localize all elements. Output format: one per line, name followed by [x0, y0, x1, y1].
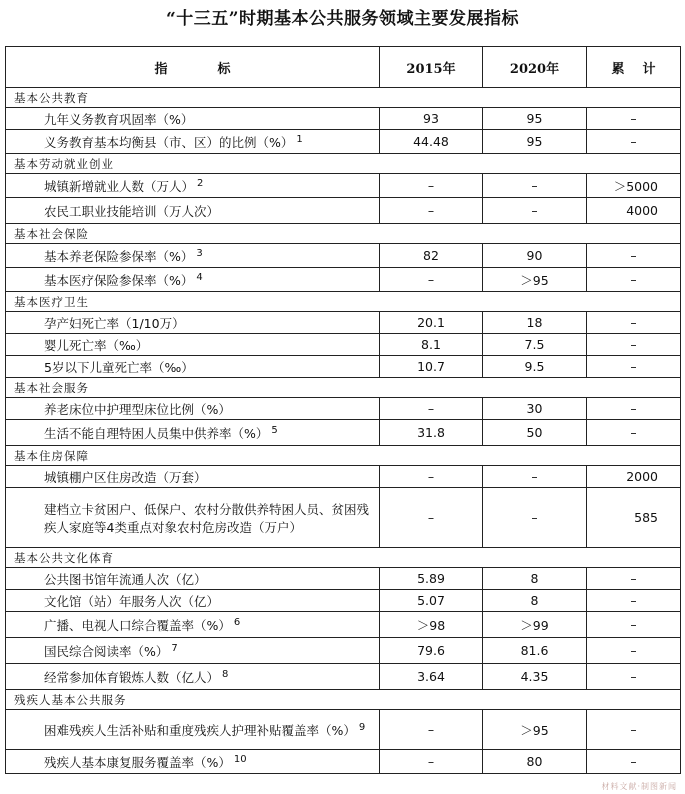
- category-label: 基本住房保障: [6, 446, 681, 466]
- value-total: –: [587, 590, 681, 612]
- value-2020: 8: [483, 568, 587, 590]
- value-total: 2000: [587, 466, 681, 488]
- indicator-text: 婴儿死亡率（‰）: [44, 337, 149, 353]
- category-row: [6, 224, 681, 244]
- indicator-name: [6, 108, 380, 130]
- table-row: [6, 174, 681, 198]
- table-row: [6, 590, 681, 612]
- value-2020: 95: [483, 108, 587, 130]
- footnote-marker: 2: [197, 177, 204, 189]
- indicator-text: 广播、电视人口综合覆盖率（%）: [44, 617, 231, 633]
- category-row: [6, 446, 681, 466]
- table-row: [6, 244, 681, 268]
- indicator-name: [6, 590, 380, 612]
- table-row: [6, 750, 681, 774]
- indicator-name: [6, 466, 380, 488]
- value-2015: –: [380, 398, 483, 420]
- indicator-name: [6, 568, 380, 590]
- category-label: 基本公共教育: [6, 88, 681, 108]
- value-total: –: [587, 268, 681, 292]
- indicator-text: 文化馆（站）年服务人次（亿）: [44, 593, 220, 609]
- value-total: –: [587, 356, 681, 378]
- value-total: –: [587, 612, 681, 638]
- table-row: [6, 638, 681, 664]
- table-row: [6, 568, 681, 590]
- value-2020: 8: [483, 590, 587, 612]
- value-2020: 18: [483, 312, 587, 334]
- indicator-text: 基本医疗保险参保率（%）: [44, 272, 194, 288]
- table-row: [6, 198, 681, 224]
- table-row: [6, 108, 681, 130]
- category-label: 基本劳动就业创业: [6, 154, 681, 174]
- value-2015: 82: [380, 244, 483, 268]
- category-label: 基本社会保险: [6, 224, 681, 244]
- indicator-text: 公共图书馆年流通人次（亿）: [44, 571, 207, 587]
- table-body: [6, 88, 681, 774]
- watermark: 材料文献·制图新闻: [601, 782, 677, 791]
- value-2015: –: [380, 466, 483, 488]
- header-2020: 2020年: [483, 47, 587, 88]
- value-2015: –: [380, 198, 483, 224]
- value-2015: 3.64: [380, 664, 483, 690]
- value-2015: –: [380, 710, 483, 750]
- footnote-marker: 8: [222, 668, 229, 680]
- indicator-text: 城镇棚户区住房改造（万套）: [44, 469, 207, 485]
- indicator-text: 城镇新增就业人数（万人）: [44, 178, 195, 194]
- table-row: [6, 130, 681, 154]
- value-2020: ＞99: [483, 612, 587, 638]
- indicator-name: [6, 750, 380, 774]
- value-2020: 81.6: [483, 638, 587, 664]
- header-2015: 2015年: [380, 47, 483, 88]
- footnote-marker: 5: [271, 424, 278, 436]
- indicator-name: [6, 130, 380, 154]
- value-2015: 20.1: [380, 312, 483, 334]
- footnote-marker: 3: [196, 247, 203, 259]
- indicator-name: [6, 312, 380, 334]
- value-total: –: [587, 664, 681, 690]
- page-title: “十三五”时期基本公共服务领域主要发展指标: [165, 9, 520, 29]
- table-row: [6, 710, 681, 750]
- indicator-text: 生活不能自理特困人员集中供养率（%）: [44, 425, 269, 441]
- value-2020: 90: [483, 244, 587, 268]
- value-2015: 79.6: [380, 638, 483, 664]
- value-2015: –: [380, 268, 483, 292]
- value-2015: 44.48: [380, 130, 483, 154]
- indicator-name: [6, 420, 380, 446]
- table-row: [6, 420, 681, 446]
- value-total: –: [587, 710, 681, 750]
- indicator-name: [6, 664, 380, 690]
- value-2015: –: [380, 174, 483, 198]
- indicator-name: [6, 398, 380, 420]
- value-2015: 5.07: [380, 590, 483, 612]
- table-row: [6, 312, 681, 334]
- value-total: –: [587, 568, 681, 590]
- table-row: [6, 612, 681, 638]
- value-2020: 7.5: [483, 334, 587, 356]
- footnote-marker: 9: [358, 721, 366, 733]
- header-row: [6, 47, 681, 88]
- value-total: –: [587, 398, 681, 420]
- indicator-text: 养老床位中护理型床位比例（%）: [44, 401, 231, 417]
- indicator-name: [6, 268, 380, 292]
- indicator-text: 国民综合阅读率（%）: [44, 643, 169, 659]
- category-row: [6, 88, 681, 108]
- value-total: –: [587, 638, 681, 664]
- value-2015: 31.8: [380, 420, 483, 446]
- footnote-marker: 7: [171, 642, 178, 654]
- value-2015: 10.7: [380, 356, 483, 378]
- value-total: –: [587, 108, 681, 130]
- value-2015: 93: [380, 108, 483, 130]
- value-2020: –: [483, 198, 587, 224]
- indicator-text: 九年义务教育巩固率（%）: [44, 111, 194, 127]
- indicator-text: 困难残疾人生活补贴和重度残疾人护理补贴覆盖率（%）: [44, 722, 356, 738]
- indicator-text: 农民工职业技能培训（万人次）: [44, 203, 220, 219]
- indicator-name: [6, 198, 380, 224]
- value-2015: 5.89: [380, 568, 483, 590]
- indicator-text: 孕产妇死亡率（1/10万）: [44, 315, 185, 331]
- value-total: –: [587, 334, 681, 356]
- table-row: [6, 356, 681, 378]
- value-2020: ＞95: [483, 710, 587, 750]
- value-total: –: [587, 750, 681, 774]
- category-label: 残疾人基本公共服务: [6, 690, 681, 710]
- table-row: [6, 466, 681, 488]
- footnote-marker: 6: [233, 616, 241, 628]
- value-total: –: [587, 130, 681, 154]
- category-label: 基本社会服务: [6, 378, 681, 398]
- category-row: [6, 548, 681, 568]
- category-row: [6, 378, 681, 398]
- value-2020: 95: [483, 130, 587, 154]
- table-row: [6, 664, 681, 690]
- category-label: 基本医疗卫生: [6, 292, 681, 312]
- value-2020: 50: [483, 420, 587, 446]
- value-2020: 4.35: [483, 664, 587, 690]
- indicator-text: 义务教育基本均衡县（市、区）的比例（%）: [44, 134, 294, 150]
- indicator-name: [6, 488, 380, 548]
- value-2020: 9.5: [483, 356, 587, 378]
- value-total: –: [587, 312, 681, 334]
- value-total: ＞5000: [587, 174, 681, 198]
- indicator-text: 残疾人基本康复服务覆盖率（%）: [44, 754, 231, 770]
- value-2015: ＞98: [380, 612, 483, 638]
- indicator-name: [6, 710, 380, 750]
- category-row: [6, 292, 681, 312]
- value-total: –: [587, 420, 681, 446]
- table-row: [6, 334, 681, 356]
- value-2020: –: [483, 466, 587, 488]
- header-indicator: 指标: [6, 47, 380, 88]
- indicator-text: 经常参加体育锻炼人数（亿人）: [44, 669, 220, 685]
- indicator-name: [6, 612, 380, 638]
- indicator-name: [6, 174, 380, 198]
- category-row: [6, 154, 681, 174]
- value-2015: –: [380, 488, 483, 548]
- table-row: [6, 398, 681, 420]
- indicator-text: 建档立卡贫困户、低保户、农村分散供养特困人员、贫困残疾人家庭等4类重点对象农村危房改造（万户）: [44, 501, 370, 535]
- value-2020: –: [483, 174, 587, 198]
- table-row: [6, 268, 681, 292]
- value-2020: 80: [483, 750, 587, 774]
- category-row: [6, 690, 681, 710]
- value-total: 4000: [587, 198, 681, 224]
- indicator-table: [5, 46, 681, 774]
- value-2020: 30: [483, 398, 587, 420]
- indicator-text: 5岁以下儿童死亡率（‰）: [44, 359, 194, 375]
- indicator-text: 基本养老保险参保率（%）: [44, 248, 194, 264]
- header-total: 累计: [587, 47, 681, 88]
- indicator-name: [6, 334, 380, 356]
- footnote-marker: 10: [233, 753, 247, 765]
- value-2020: ＞95: [483, 268, 587, 292]
- category-label: 基本公共文化体育: [6, 548, 681, 568]
- footnote-marker: 4: [196, 271, 203, 283]
- indicator-name: [6, 244, 380, 268]
- value-total: –: [587, 244, 681, 268]
- value-total: 585: [587, 488, 681, 548]
- value-2015: 8.1: [380, 334, 483, 356]
- table-row: [6, 488, 681, 548]
- value-2020: –: [483, 488, 587, 548]
- footnote-marker: 1: [296, 133, 303, 145]
- indicator-name: [6, 638, 380, 664]
- indicator-name: [6, 356, 380, 378]
- value-2015: –: [380, 750, 483, 774]
